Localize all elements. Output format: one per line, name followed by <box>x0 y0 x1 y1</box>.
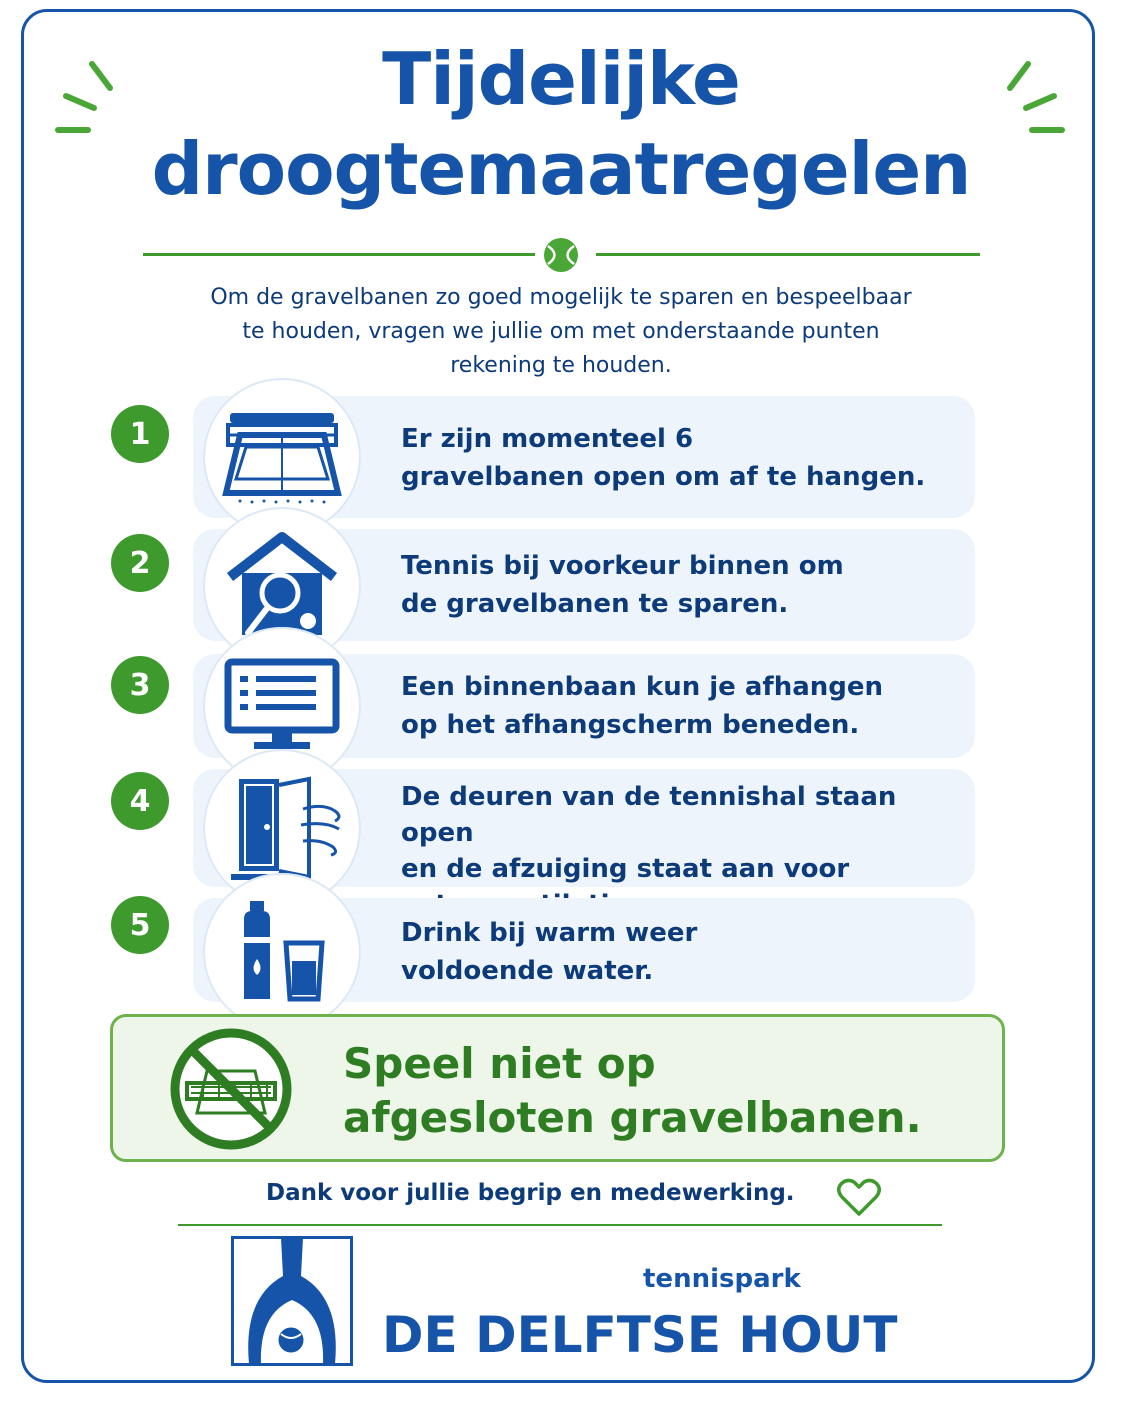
tennis-ball-icon <box>542 236 580 274</box>
item-text <box>401 420 925 496</box>
item-text <box>401 668 883 744</box>
warning-line1: Speel niet op <box>343 1039 656 1088</box>
heart-icon <box>836 1178 882 1218</box>
no-play-court-icon <box>169 1027 293 1151</box>
list-item <box>193 654 975 758</box>
intro-text: Om de gravelbanen zo goed mogelijk te sparen en bespeelbaar te houden, vragen we jullie om met onderstaande punten rekening te houden. <box>210 285 912 378</box>
item-text-line: Drink bij warm weer <box>401 918 698 948</box>
page-title-line1: Tijdelijke <box>382 37 740 121</box>
brand-name: DE DELFTSE HOUT <box>382 1306 898 1364</box>
warning-line2: afgesloten gravelbanen. <box>343 1093 922 1142</box>
warning-banner <box>110 1014 1005 1162</box>
item-text-line: Een binnenbaan kun je afhangen <box>401 672 884 702</box>
item-text-line: voldoende water. <box>401 956 654 986</box>
item-number-2: 2 <box>111 534 169 592</box>
club-logo-icon <box>231 1236 353 1366</box>
item-text-line: en de afzuiging staat aan voor <box>401 854 850 884</box>
item-number-3: 3 <box>111 656 169 714</box>
warning-text <box>343 1037 922 1145</box>
item-text <box>401 914 697 990</box>
water-bottle-glass-icon <box>203 873 361 1031</box>
item-text-line: op het afhangscherm beneden. <box>401 710 860 740</box>
list-item <box>193 529 975 641</box>
footer-divider <box>178 1224 942 1226</box>
thanks-text: Dank voor jullie begrip en medewerking. <box>266 1180 795 1206</box>
title-divider-left <box>143 253 535 256</box>
item-number-1: 1 <box>111 405 169 463</box>
list-item <box>193 898 975 1002</box>
item-text-line: de gravelbanen te sparen. <box>401 589 789 619</box>
item-text-line: Er zijn momenteel 6 <box>401 424 694 454</box>
item-number-5: 5 <box>111 896 169 954</box>
list-item <box>193 769 975 887</box>
item-text-line: Tennis bij voorkeur binnen om <box>401 551 844 581</box>
brand-subtitle: tennispark <box>643 1264 801 1294</box>
item-text-line: gravelbanen open om af te hangen. <box>401 462 926 492</box>
item-number-4: 4 <box>111 772 169 830</box>
list-item <box>193 396 975 518</box>
title-divider-right <box>596 253 980 256</box>
item-text-line: De deuren van de tennishal staan open <box>401 782 897 848</box>
page-title-line2: droogtemaatregelen <box>151 127 971 211</box>
item-text <box>401 547 844 623</box>
